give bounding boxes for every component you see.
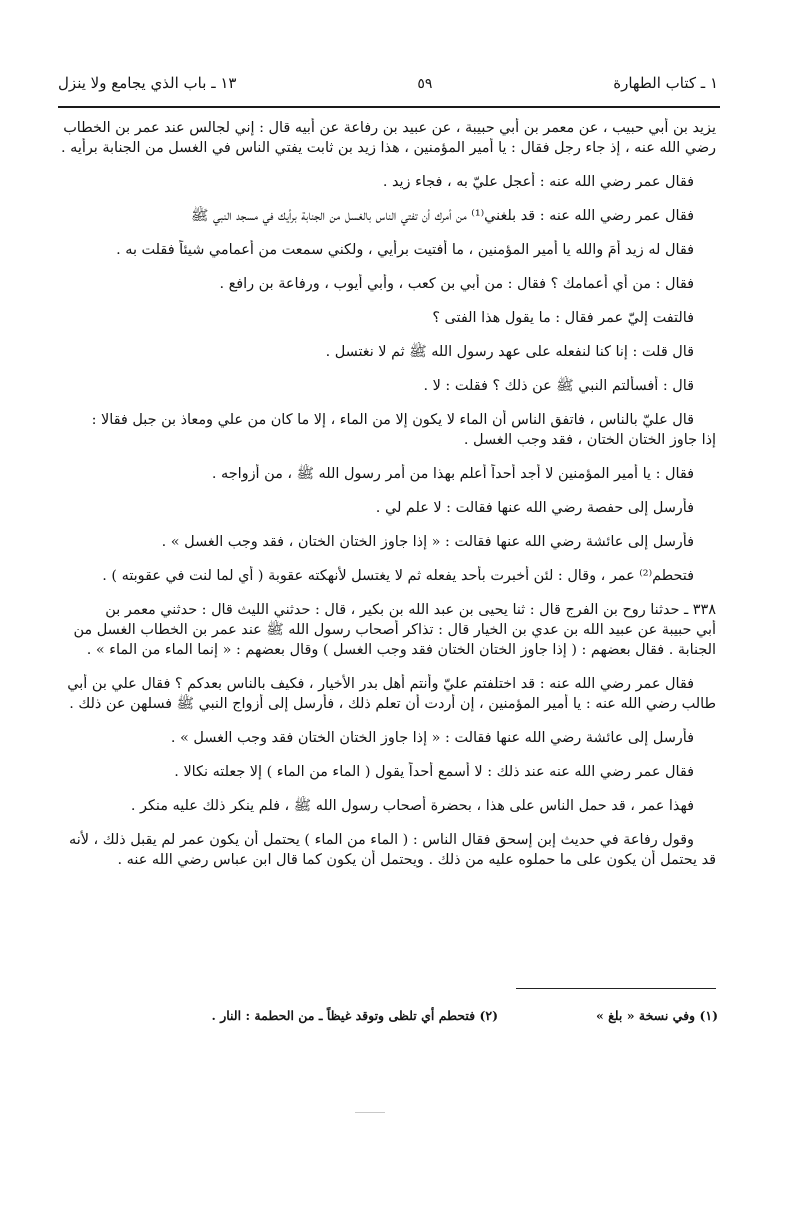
text-line: فتحطم⁽²⁾ عمر ، وقال : لئن أخبرت بأحد يفعله ثم لا يغتسل لأنهكته عقوبة ( أي لما لنت في عقوبته ) .: [102, 568, 694, 584]
footnote-1: (١) وفي نسخة « بلغ »: [595, 1008, 718, 1023]
text-line: فأرسل إلى عائشة رضي الله عنها فقالت : « إذا جاوز الختان الختان ، فقد وجب الغسل » .: [161, 534, 694, 550]
header-chapter-title: ١٣ ـ باب الذي يجامع ولا ينزل: [58, 74, 237, 92]
text-line: ٣٣٨ ـ حدثنا روح بن الفرج قال : ثنا يحيى بن عبد الله بن بكير ، قال : حدثني الليث قال : حدثني معمر بن: [105, 602, 716, 618]
text-line: فقال : من أي أعمامك ؟ فقال : من أبي بن كعب ، وأبي أيوب ، ورفاعة بن رافع .: [219, 276, 694, 292]
paragraph: [60, 206, 716, 226]
paragraph: [60, 762, 716, 782]
text-line: قال : أفسألتم النبي ﷺ عن ذلك ؟ فقلت : لا .: [423, 378, 694, 394]
paragraph: [60, 240, 716, 260]
paragraph: [60, 172, 716, 192]
paragraph-gap: [60, 748, 716, 762]
paragraph-gap: [60, 714, 716, 728]
footnote-rule: [516, 988, 716, 989]
paragraph: [60, 498, 716, 518]
text-line: إذا جاوز الختان الختان ، فقد وجب الغسل .: [463, 432, 716, 448]
running-header: [58, 74, 718, 92]
paragraph-gap: [60, 362, 716, 376]
paragraph: [60, 410, 716, 450]
footnotes: [58, 1008, 718, 1023]
paragraph-gap: [60, 158, 716, 172]
paragraph-gap: [60, 450, 716, 464]
paragraph-gap: [60, 484, 716, 498]
paragraph: [60, 532, 716, 552]
paragraph: [60, 308, 716, 328]
paragraph: [60, 600, 716, 660]
text-line: فهذا عمر ، قد حمل الناس على هذا ، بحضرة أصحاب رسول الله ﷺ ، فلم ينكر ذلك عليه منكر .: [130, 798, 694, 814]
text-line: وقول رفاعة في حديث إبن إسحق فقال الناس : ( الماء من الماء ) يحتمل أن يكون عمر لم يقبل ذلك ، لأنه: [69, 832, 694, 848]
text-line: يزيد بن أبي حبيب ، عن معمر بن أبي حبيبة ، عن عبيد بن رفاعة عن أبيه قال : إني لجالس عند عمر بن الخطاب: [63, 120, 716, 136]
scan-mark: [355, 1112, 385, 1113]
footnote-2: (٢) فتحطم أي تلظى وتوقد غيظاً ـ من الحطمة : النار .: [211, 1008, 498, 1023]
paragraph: [60, 376, 716, 396]
paragraph-gap: [60, 816, 716, 830]
paragraph: [60, 674, 716, 714]
text-line: طالب رضي الله عنه : يا أمير المؤمنين ، إن أردت أن تعلم ذلك ، فأرسل إلى أزواج النبي ﷺ فسلهن عن ذلك .: [69, 696, 716, 712]
paragraph: [60, 830, 716, 870]
paragraph-gap: [60, 192, 716, 206]
paragraph-gap: [60, 782, 716, 796]
text-line: فقال عمر رضي الله عنه عند ذلك : لا أسمع أحداً يقول ( الماء من الماء ) إلا جعلته نكالا .: [174, 764, 694, 780]
paragraph-gap: [60, 518, 716, 532]
paragraph-gap: [60, 552, 716, 566]
header-rule: [58, 106, 720, 108]
paragraph-gap: [60, 396, 716, 410]
main-text: [60, 118, 716, 870]
paragraph-gap: [60, 226, 716, 240]
paragraph: [60, 566, 716, 586]
paragraph-gap: [60, 294, 716, 308]
text-line: فقال عمر رضي الله عنه : قد بلغني⁽¹⁾ من أمرك أن تفتي الناس بالغسل من الجنابة برأيك في مسجد النبي ﷺ: [191, 208, 694, 224]
paragraph-gap: [60, 586, 716, 600]
paragraph: [60, 274, 716, 294]
text-line: فأرسل إلى عائشة رضي الله عنها فقالت : « إذا جاوز الختان الختان فقد وجب الغسل » .: [170, 730, 694, 746]
header-book-title: ١ ـ كتاب الطهارة: [613, 74, 718, 92]
text-line: فقال عمر رضي الله عنه : قد اختلفتم عليّ وأنتم أهل بدر الأخيار ، فكيف بالناس بعدكم ؟ فقال علي بن أبي: [67, 676, 694, 692]
text-line: الجنابة . فقال بعضهم : ( إذا جاوز الختان الختان فقد وجب الغسل ) وقال بعضهم : « إنما الماء من الماء » .: [86, 642, 716, 658]
text-line: قال عليّ بالناس ، فاتفق الناس أن الماء لا يكون إلا من الماء ، إلا ما كان من علي ومعاذ بن جبل فقالا :: [91, 412, 694, 428]
paragraph-gap: [60, 328, 716, 342]
text-line: قال قلت : إنا كنا لنفعله على عهد رسول الله ﷺ ثم لا نغتسل .: [325, 344, 694, 360]
paragraph-gap: [60, 260, 716, 274]
text-line: فقال عمر رضي الله عنه : أعجل عليّ به ، فجاء زيد .: [382, 174, 694, 190]
text-line: قد يحتمل أن يكون على ما حملوه عليه من ذلك . ويحتمل أن يكون كما قال ابن عباس رضي الله عنه .: [117, 852, 716, 868]
text-line: فالتفت إليّ عمر فقال : ما يقول هذا الفتى ؟: [432, 310, 694, 326]
paragraph: [60, 464, 716, 484]
paragraph: [60, 118, 716, 158]
paragraph: [60, 342, 716, 362]
text-line: رضي الله عنه ، إذ جاء رجل فقال : يا أمير المؤمنين ، هذا زيد بن ثابت يفتي الناس في الغسل من الجنابة برأيه .: [60, 140, 716, 156]
page-number: ٥٩: [417, 76, 433, 92]
paragraph: [60, 728, 716, 748]
text-line: أبي حبيبة عن عبيد الله بن عدي بن الخيار قال : تذاكر أصحاب رسول الله ﷺ عند عمر بن الخطاب الغسل من: [73, 622, 716, 638]
paragraph-gap: [60, 660, 716, 674]
text-line: فأرسل إلى حفصة رضي الله عنها فقالت : لا علم لي .: [375, 500, 694, 516]
text-line: فقال : يا أمير المؤمنين لا أجد أحداً أعلم بهذا من أمر رسول الله ﷺ ، من أزواجه .: [211, 466, 694, 482]
paragraph: [60, 796, 716, 816]
text-line: فقال له زيد أَمَ والله يا أمير المؤمنين ، ما أفتيت برأيي ، ولكني سمعت من أعمامي شيئاً فقلت به .: [116, 242, 694, 258]
